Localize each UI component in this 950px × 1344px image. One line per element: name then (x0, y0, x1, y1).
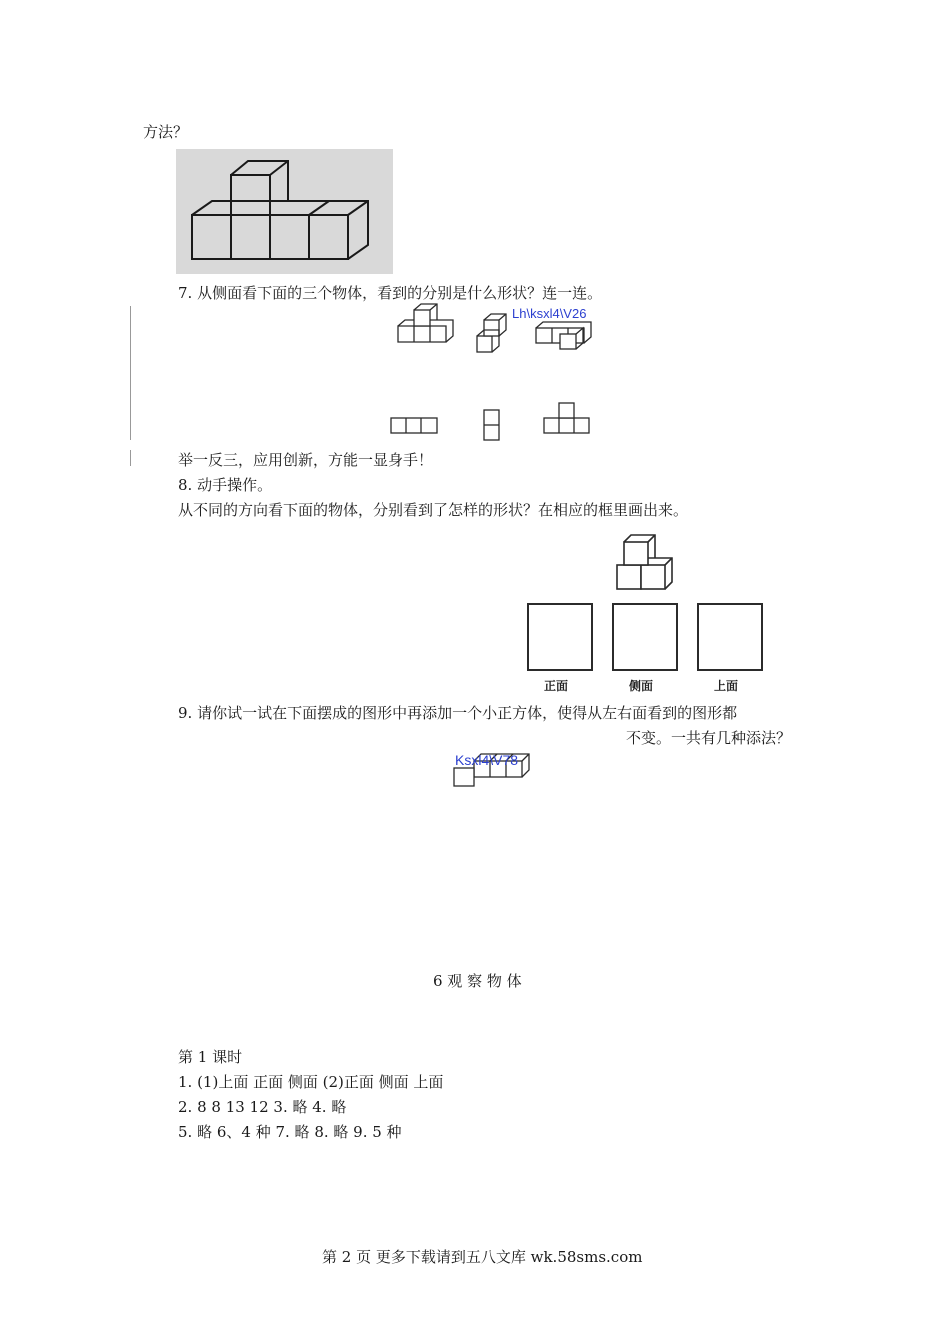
cube-drawing-photo (176, 149, 393, 274)
top-view-label: 上面 (714, 679, 739, 693)
q7-figures (0, 300, 520, 440)
question-8-text: 从不同的方向看下面的物体，分别看到了怎样的形状？在相应的框里画出来。 (178, 501, 689, 519)
side-view-box[interactable] (612, 603, 678, 671)
side-view-label: 侧面 (629, 679, 654, 693)
front-view-box[interactable] (527, 603, 593, 671)
hand-drawn-cubes (176, 149, 393, 274)
answer-line: 5. 略 6、4 种 7. 略 8. 略 9. 5 种 (178, 1123, 402, 1141)
motto: 举一反三，应用创新，方能一显身手！ (178, 451, 434, 469)
question-8-title: 8. 动手操作。 (178, 476, 273, 494)
intro-tail: 方法？ (143, 123, 189, 141)
q7-watermark: Lh\ksxl4\V26 (512, 306, 587, 321)
page-footer: 第 2 页 更多下载请到五八文库 wk.58sms.com (322, 1248, 643, 1266)
q9-watermark: Ksxl4\V78 (455, 752, 519, 768)
question-7: 7. 从侧面看下面的三个物体，看到的分别是什么形状？连一连。 (178, 284, 603, 302)
lesson-label: 第 1 课时 (178, 1048, 243, 1066)
answer-line: 1. (1)上面 正面 侧面 (2)正面 侧面 上面 (178, 1073, 444, 1091)
top-view-box[interactable] (697, 603, 763, 671)
front-view-label: 正面 (544, 679, 569, 693)
answer-line: 2. 8 8 13 12 3. 略 4. 略 (178, 1098, 347, 1116)
section-title: 6 观 察 物 体 (433, 972, 522, 990)
question-9-line1: 9. 请你试一试在下面摆成的图形中再添加一个小正方体，使得从左右面看到的图形都 (178, 704, 738, 722)
question-9-line2: 不变。一共有几种添法？ (626, 729, 792, 747)
q8-cube-figure (610, 530, 690, 600)
margin-line-short (130, 450, 131, 466)
